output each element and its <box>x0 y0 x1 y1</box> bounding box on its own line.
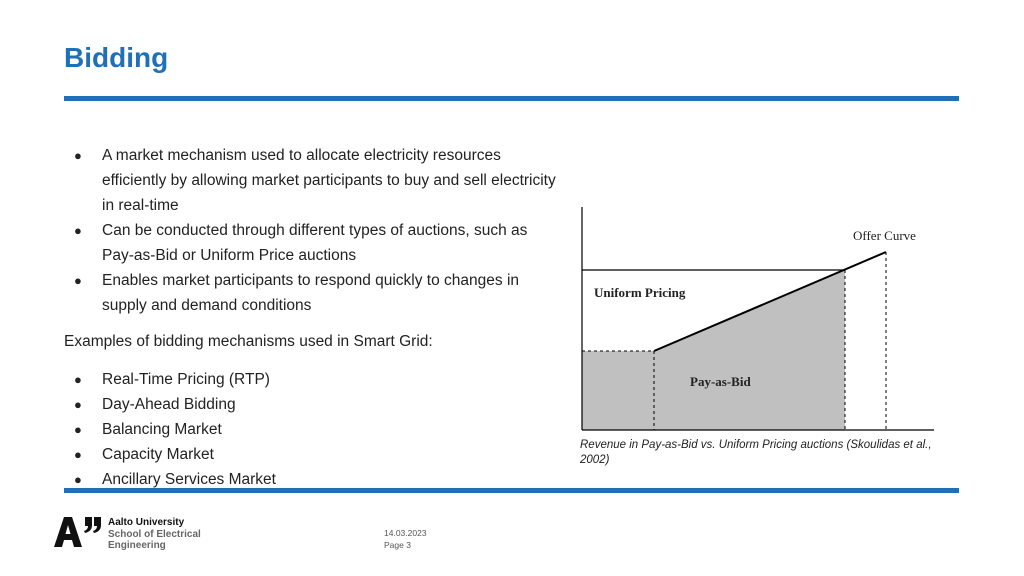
org-name <box>108 517 201 552</box>
bullet-item-auctions <box>64 218 584 268</box>
bullet-dot-icon: ● <box>74 372 82 387</box>
example-label: Balancing Market <box>102 421 222 438</box>
example-item <box>64 442 584 467</box>
bidding-revenue-diagram <box>572 200 952 440</box>
uniform-pricing-label: Uniform Pricing <box>594 285 686 300</box>
example-label: Capacity Market <box>102 446 214 463</box>
org-line-dept: Engineering <box>108 540 166 551</box>
examples-heading: Examples of bidding mechanisms used in Smart Grid: <box>64 333 433 350</box>
examples-bullet-list <box>64 367 584 492</box>
bullet-line: A market mechanism used to allocate electricity resources <box>102 147 501 164</box>
title-divider <box>64 96 959 101</box>
footer-date: 14.03.2023 <box>384 528 427 538</box>
bullet-line: Pay-as-Bid or Uniform Price auctions <box>102 247 357 264</box>
bullet-dot-icon: ● <box>74 422 82 437</box>
aalto-logo-icon <box>54 515 102 549</box>
example-label: Real-Time Pricing (RTP) <box>102 371 270 388</box>
example-item <box>64 392 584 417</box>
bullet-item-definition <box>64 143 584 218</box>
bullet-line: Can be conducted through different types of auctions, such as <box>102 222 528 239</box>
bullet-dot-icon: ● <box>74 148 82 163</box>
bullet-dot-icon: ● <box>74 273 82 288</box>
slide-title: Bidding <box>64 42 169 73</box>
bullet-line: in real-time <box>102 197 179 214</box>
bullet-dot-icon: ● <box>74 397 82 412</box>
org-line-university: Aalto University <box>108 517 185 528</box>
intro-bullet-list <box>64 143 584 318</box>
bullet-dot-icon: ● <box>74 223 82 238</box>
offer-curve-label: Offer Curve <box>853 228 916 243</box>
example-label: Day-Ahead Bidding <box>102 396 236 413</box>
example-item <box>64 367 584 392</box>
bullet-dot-icon: ● <box>74 472 82 487</box>
pay-as-bid-label: Pay-as-Bid <box>690 374 751 389</box>
org-line-school: School of Electrical <box>108 528 201 540</box>
diagram-caption: Revenue in Pay-as-Bid vs. Uniform Pricing auctions (Skoulidas et al., 2002) <box>580 439 932 466</box>
bullet-item-response <box>64 268 584 318</box>
bullet-dot-icon: ● <box>74 447 82 462</box>
footer-page-number: Page 3 <box>384 540 411 550</box>
example-label: Ancillary Services Market <box>102 471 276 488</box>
bullet-line: efficiently by allowing market participants to buy and sell electricity <box>102 172 556 189</box>
bullet-line: supply and demand conditions <box>102 297 312 314</box>
example-item <box>64 417 584 442</box>
footer-meta <box>384 527 427 551</box>
footer-divider <box>64 488 959 493</box>
bullet-line: Enables market participants to respond quickly to changes in <box>102 272 520 289</box>
